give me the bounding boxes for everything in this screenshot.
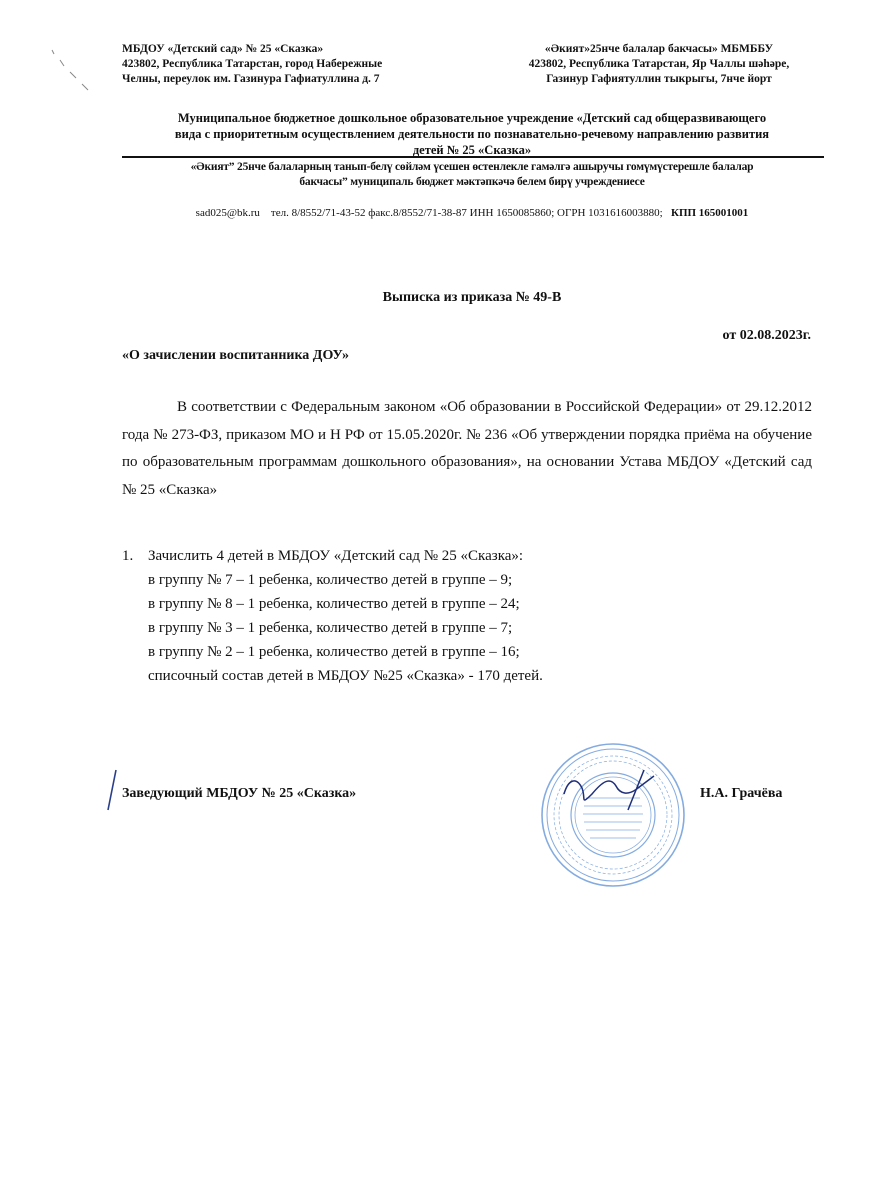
basis-text: В соответствии с Федеральным законом «Об образовании в Российской Федерации» от 29.12.2012 года № 273-ФЗ, приказом МО и Н РФ от 15.05.2020г. № 236 «Об утверждении порядка приёма на обучение по образовательным программам дошкольного образования», на основании Устава МБДОУ «Детский сад № 25 «Сказка» — [122, 399, 812, 498]
order-item-line: в группу № 2 – 1 ребенка, количество детей в группе – 16; — [148, 644, 520, 660]
order-item-lines — [148, 544, 543, 688]
phones-text: тел. 8/8552/71-43-52 факс.8/8552/71-38-87 ИНН 1650085860; ОГРН 1031616003880; — [270, 207, 663, 219]
header-left-line: МБДОУ «Детский сад» № 25 «Сказка» — [122, 43, 324, 55]
email-text: sad025@bk.ru — [195, 207, 260, 219]
header-right-line: Газинур Гафиятуллин тыкрыгы, 7нче йорт — [546, 73, 772, 85]
order-item-number: 1. — [122, 548, 134, 564]
signer-name: Н.А. Грачёва — [700, 786, 783, 801]
document-subject: «О зачислении воспитанника ДОУ» — [122, 348, 349, 363]
handwritten-signature — [558, 766, 668, 816]
institution-full-name — [122, 110, 822, 158]
document-date: от 02.08.2023г. — [722, 328, 811, 343]
institution-name-line: вида с приоритетным осуществлением деятельности по познавательно-речевому направлению развития — [174, 127, 770, 141]
order-item-line: в группу № 7 – 1 ребенка, количество детей в группе – 9; — [148, 572, 513, 588]
tatar-name-line: «Әкият” 25нче балаларның танып-белү сөйләм үсешен өстенлекле гамәлгә ашыручы гомүмүстерешле балалар — [190, 161, 754, 173]
header-left-line: Челны, переулок им. Газинура Гафиатуллина д. 7 — [122, 73, 380, 85]
contacts-line — [122, 206, 822, 220]
order-item-line: в группу № 8 – 1 ребенка, количество детей в группе – 24; — [148, 596, 520, 612]
document-title: Выписка из приказа № 49-В — [382, 290, 562, 305]
header-divider — [122, 156, 824, 158]
header-left-line: 423802, Республика Татарстан, город Набережные — [122, 58, 383, 70]
scan-mark — [30, 40, 100, 100]
institution-name-line: детей № 25 «Сказка» — [412, 143, 532, 157]
order-item-line: в группу № 3 – 1 ребенка, количество детей в группе – 7; — [148, 620, 513, 636]
header-right — [500, 42, 818, 87]
tatar-name-line: бакчасы” муниципаль бюджет мәктәпкәчә белем бирү учреждениесе — [299, 176, 645, 188]
institution-name-line: Муниципальное бюджетное дошкольное образовательное учреждение «Детский сад общеразвивающего — [177, 111, 767, 125]
kpp-text: КПП 165001001 — [670, 207, 749, 219]
header-right-line: «Әкият»25нче балалар бакчасы» МБМББУ — [544, 43, 774, 55]
pen-mark — [102, 766, 122, 816]
header-left — [122, 42, 382, 87]
basis-paragraph — [122, 394, 812, 504]
order-item-line: списочный состав детей в МБДОУ №25 «Сказка» - 170 детей. — [148, 668, 543, 684]
signer-position: Заведующий МБДОУ № 25 «Сказка» — [122, 786, 357, 801]
institution-tatar-name — [122, 160, 822, 190]
header-right-line: 423802, Республика Татарстан, Яр Чаллы шәһәре, — [528, 58, 790, 70]
order-item-line: Зачислить 4 детей в МБДОУ «Детский сад № 25 «Сказка»: — [148, 548, 524, 564]
